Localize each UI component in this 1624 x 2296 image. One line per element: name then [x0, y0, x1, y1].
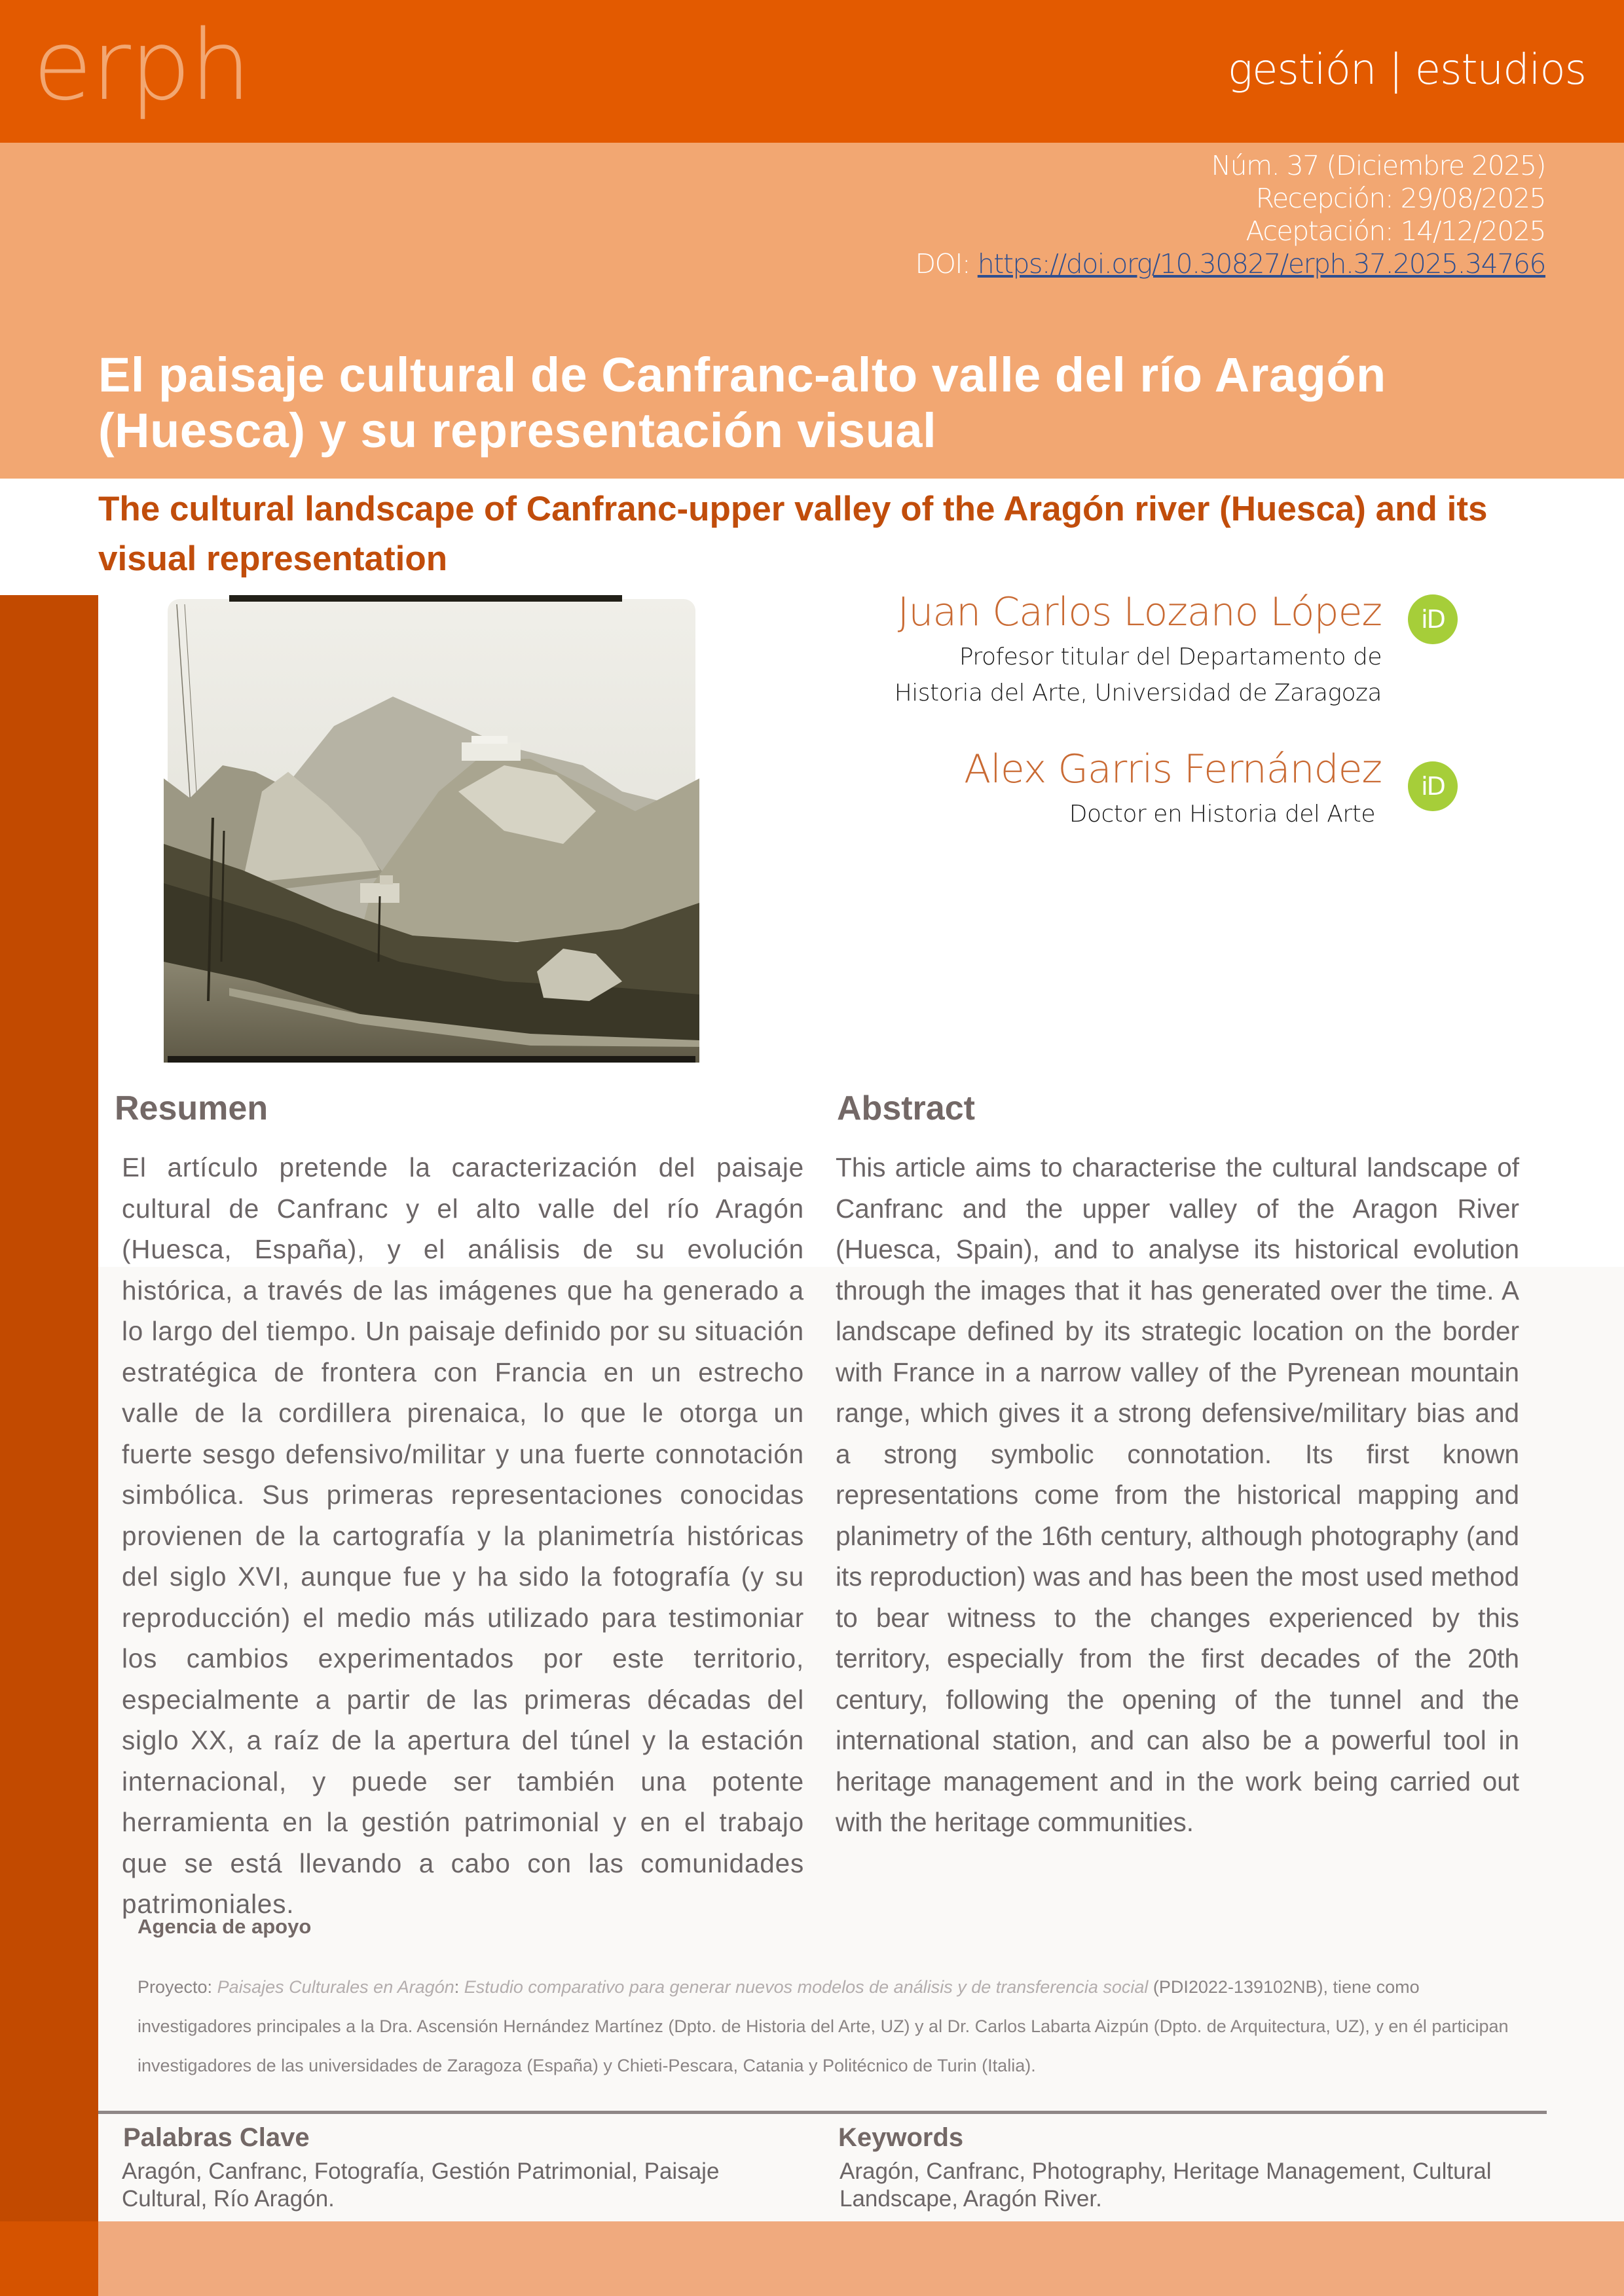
keywords-es-heading: Palabras Clave	[123, 2123, 310, 2152]
section-label: gestión | estudios	[1227, 46, 1586, 94]
keywords-en-heading: Keywords	[838, 2123, 964, 2152]
received-date: Recepción: 29/08/2025	[1255, 183, 1545, 214]
orcid-icon[interactable]: iD	[1408, 594, 1458, 644]
footer-band	[98, 2221, 1624, 2296]
sidebar-stripe-bottom	[0, 2221, 98, 2296]
agency-prefix: Proyecto:	[138, 1977, 217, 1997]
cover-photo	[164, 595, 699, 1063]
agency-heading: Agencia de apoyo	[138, 1915, 312, 1938]
doi-label: DOI:	[915, 248, 978, 280]
resumen-text: El artículo pretende la caracterización del paisaje cultural de Canfranc y el alto valle del río Aragón (Huesca, España), y el análisis de su evolución histórica, a través de las imágenes que ha generado a lo largo del tiempo. Un paisaje definido por su situación estratégica de frontera con Francia en un estrecho valle de la cordillera pirenaica, lo que le otorga un fuerte sesgo defensivo/militar y una fuerte connotación simbólica. Sus primeras representaciones conocidas provienen de la cartografía y la planimetría históricas del siglo XVI, aunque fue y ha sido la fotografía (y su reproducción) el medio más utilizado para testimoniar los cambios experimentados por este territorio, especialmente a partir de las primeras décadas del siglo XX, a raíz de la apertura del túnel y la estación internacional, y puede ser también una potente herramienta en la gestión patrimonial y en el trabajo que se está llevando a cabo con las comunidades patrimoniales.	[122, 1152, 804, 1919]
author-block	[964, 746, 1382, 832]
keywords-en-text: Aragón, Canfranc, Photography, Heritage Management, Cultural Landscape, Aragón River.	[840, 2159, 1492, 2212]
author-block	[895, 589, 1382, 711]
page-title: El paisaje cultural de Canfranc-alto valle del río Aragón (Huesca) y su representación visual	[98, 348, 1386, 458]
author-affiliation: Profesor titular del Departamento de	[959, 644, 1382, 670]
abstract-heading: Abstract	[837, 1089, 975, 1127]
author-affiliation: Historia del Arte, Universidad de Zaragoza	[894, 680, 1382, 706]
doi-link[interactable]: https://doi.org/10.30827/erph.37.2025.34766	[977, 248, 1545, 280]
author-name[interactable]: Alex Garris Fernández	[964, 746, 1382, 792]
agency-text	[138, 1967, 1513, 2085]
resumen-heading: Resumen	[115, 1089, 268, 1127]
author-name[interactable]: Juan Carlos Lozano López	[897, 589, 1382, 635]
issue-number: Núm. 37 (Diciembre 2025)	[1211, 150, 1545, 181]
agency-colon: :	[454, 1977, 464, 1997]
abstract-text: This article aims to characterise the cultural landscape of Canfranc and the upper valley of the Aragon River (Huesca, Spain), and to analyse its historical evolution through the images that it has generated over the time. A landscape defined by its strategic location on the border with France in a narrow valley of the Pyrenean mountain range, which gives it a strong defensive/military bias and a strong symbolic connotation. Its first known representations come from the historical mapping and planimetry of the 16th century, although photography (and its reproduction) was and has been the most used method to bear witness to the changes experienced by this territory, especially from the first decades of the 20th century, following the opening of the tunnel and the international station, and can also be a powerful tool in heritage management and in the work being carried out with the heritage communities.	[836, 1152, 1519, 1837]
section-divider	[98, 2111, 1547, 2114]
orcid-icon[interactable]: iD	[1408, 761, 1458, 811]
accepted-date: Aceptación: 14/12/2025	[1246, 215, 1545, 247]
sidebar-stripe	[0, 595, 98, 2221]
project-title-part2: Estudio comparativo para generar nuevos modelos de análisis y de transferencia social	[464, 1977, 1149, 1997]
project-title-part1: Paisajes Culturales en Aragón	[217, 1977, 454, 1997]
journal-logo: erph	[33, 9, 250, 122]
keywords-es-text: Aragón, Canfranc, Fotografía, Gestión Patrimonial, Paisaje Cultural, Río Aragón.	[122, 2159, 720, 2212]
page-subtitle: The cultural landscape of Canfranc-upper valley of the Aragón river (Huesca) and its visual representation	[98, 490, 1488, 578]
doi-line	[915, 247, 1546, 280]
agency-rest: (PDI2022-139102NB), tiene como investigadores principales a la Dra. Ascensión Hernández Martínez (Dpto. de Historia del Arte, UZ) y al Dr. Carlos Labarta Aizpún (Dpto. de Arquitectura, UZ), y en él participan investigadores de las universidades de Zaragoza (España) y Chieti-Pescara, Catania y Politécnico de Turin (Italia).	[138, 1977, 1509, 2075]
article-meta	[915, 149, 1546, 280]
author-affiliation: Doctor en Historia del Arte	[1069, 801, 1375, 828]
